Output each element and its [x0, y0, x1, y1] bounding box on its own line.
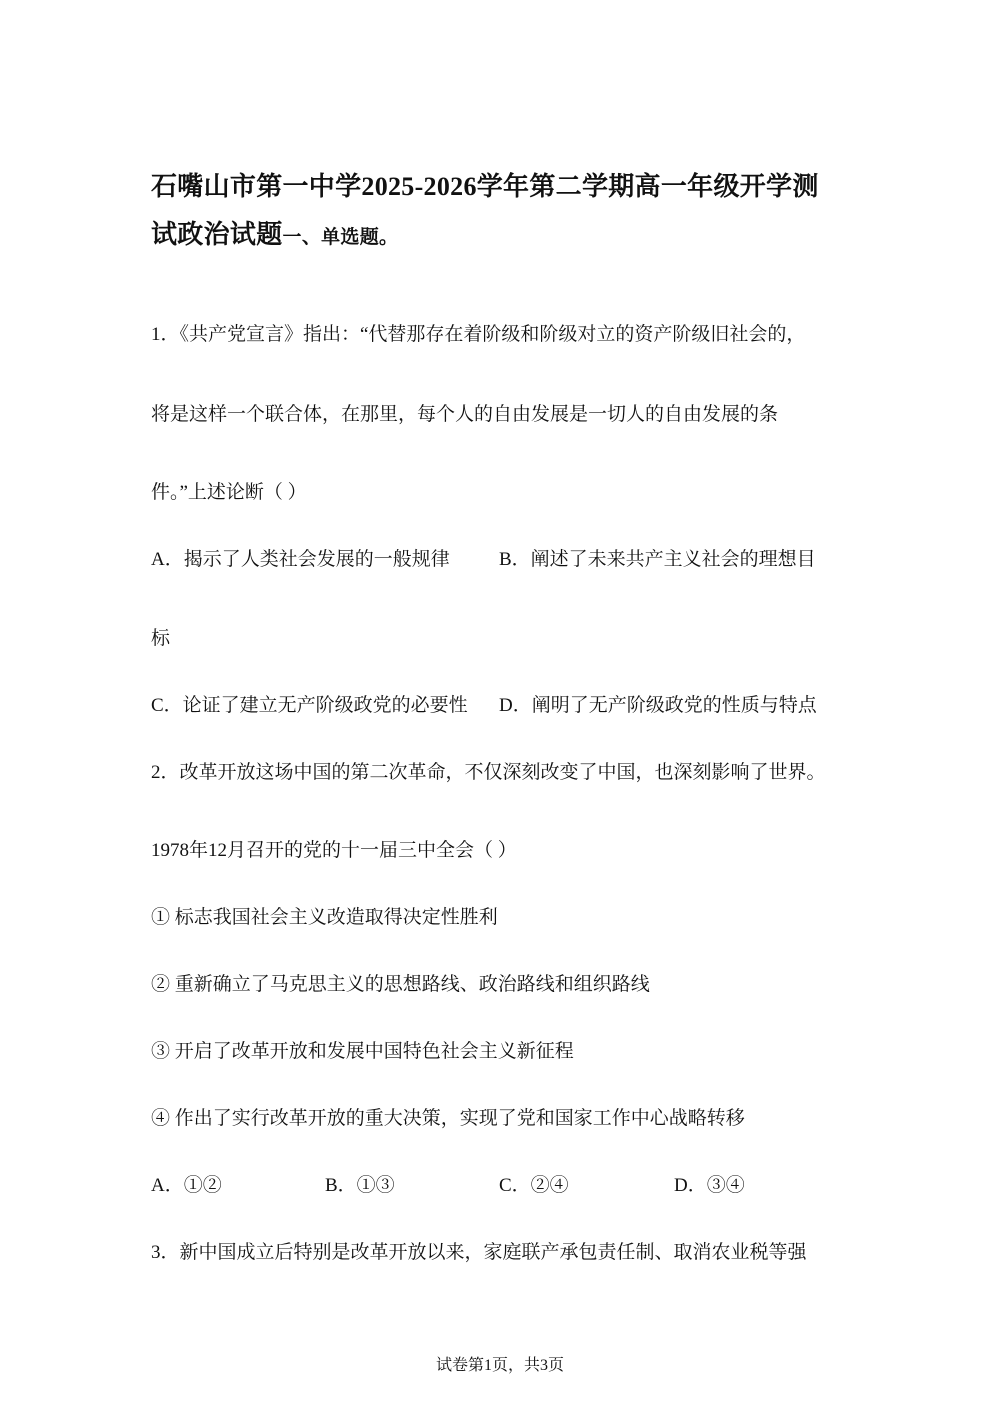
- q2-statement-4: ④ 作出了实行改革开放的重大决策，实现了党和国家工作中心战略转移: [151, 1108, 745, 1129]
- page-footer: 试卷第1页，共3页: [435, 1357, 564, 1374]
- q2-option-c: C．②④: [499, 1175, 569, 1196]
- q1-option-b-continued: 标: [151, 628, 171, 649]
- q2-stem-line-1: 2．改革开放这场中国的第二次革命，不仅深刻改变了中国，也深刻影响了世界。: [151, 762, 826, 783]
- q1-stem-line-3: 件。”上述论断（ ）: [151, 482, 307, 503]
- section-heading: 一、单选题。: [282, 227, 399, 248]
- q2-statement-3: ③ 开启了改革开放和发展中国特色社会主义新征程: [151, 1041, 574, 1062]
- q1-option-b: B．阐述了未来共产主义社会的理想目: [499, 549, 816, 570]
- q2-stem-line-2: 1978年12月召开的党的十一届三中全会（ ）: [151, 840, 517, 861]
- q1-option-c: C．论证了建立无产阶级政党的必要性: [151, 695, 468, 716]
- q2-option-b: B．①③: [325, 1175, 395, 1196]
- q2-statement-1: ① 标志我国社会主义改造取得决定性胜利: [151, 907, 498, 928]
- q1-option-a: A．揭示了人类社会发展的一般规律: [151, 549, 450, 570]
- q2-option-a: A．①②: [151, 1175, 222, 1196]
- q1-stem-line-1: 1．《共产党宣言》指出：“代替那存在着阶级和阶级对立的资产阶级旧社会的，: [151, 324, 806, 345]
- exam-title-line-1: 石嘴山市第一中学2025-2026学年第二学期高一年级开学测: [151, 172, 819, 201]
- exam-title-tail: 试政治试题: [151, 220, 283, 249]
- q1-option-d: D．阐明了无产阶级政党的性质与特点: [499, 695, 817, 716]
- q2-statement-2: ② 重新确立了马克思主义的思想路线、政治路线和组织路线: [151, 974, 650, 995]
- q3-stem-line-1: 3．新中国成立后特别是改革开放以来，家庭联产承包责任制、取消农业税等强: [151, 1242, 807, 1263]
- exam-title-line-2: [151, 218, 398, 255]
- q2-option-d: D．③④: [674, 1175, 745, 1196]
- q1-stem-line-2: 将是这样一个联合体，在那里，每个人的自由发展是一切人的自由发展的条: [151, 404, 779, 425]
